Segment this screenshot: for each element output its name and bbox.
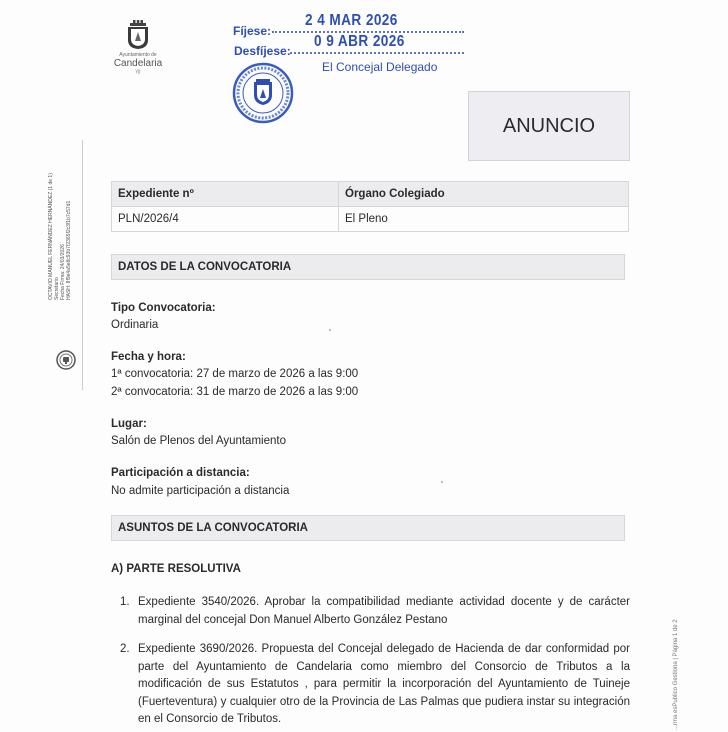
- logo-line-1: Ayuntamiento de: [119, 52, 157, 58]
- left-margin-rule: [82, 140, 83, 390]
- municipal-shield-icon: [126, 20, 150, 50]
- fecha-label: Fecha y hora:: [111, 351, 186, 363]
- desfijese-date: 0 9 ABR 2026: [314, 33, 405, 50]
- signature-line: Secretario: [54, 277, 60, 300]
- lugar-value: Salón de Plenos del Ayuntamiento: [111, 435, 286, 447]
- desfijese-label: Desfíjese:: [234, 44, 291, 58]
- header-expediente: Expediente nº: [112, 182, 339, 207]
- header-organo: Órgano Colegiado: [339, 182, 629, 207]
- logo-flourish: ᵞᵍ: [135, 69, 141, 76]
- fijese-date: 2 4 MAR 2026: [305, 12, 398, 29]
- expediente-value: PLN/2026/4: [112, 207, 339, 232]
- desfijese-dotted-line: [290, 52, 464, 54]
- section-header-datos: [111, 254, 625, 280]
- participacion-value: No admite participación a distancia: [111, 485, 290, 497]
- item-number: 2.: [120, 643, 130, 655]
- organo-value: El Pleno: [339, 207, 629, 232]
- tipo-label: Tipo Convocatoria:: [111, 302, 216, 314]
- participacion-label: Participación a distancia:: [111, 467, 250, 479]
- item-text: Expediente 3540/2026. Aprobar la compatibilidad mediante actividad docente y de carácter marginal del concejal Don Manuel Alberto González Pestano: [138, 596, 630, 626]
- section-header-asuntos: [111, 515, 625, 541]
- signature-line: HASH: 8f9e4a5e8c93b7f2365f2c3f1b7c57d1: [66, 200, 72, 300]
- page-footer-vertical: ...rma esPublico Gestiona | Página 1 de 2: [673, 619, 679, 730]
- table-row: [112, 207, 629, 232]
- signature-line: Fecha Firma: 24/03/2026: [60, 244, 66, 300]
- fecha-value-2: 2ª convocatoria: 31 de marzo de 2026 a las 9:00: [111, 386, 359, 398]
- signature-line: OCTAVIO MANUEL FERNÁNDEZ HERNÁNDEZ (1 de 1): [48, 173, 54, 300]
- tipo-value: Ordinaria: [111, 319, 159, 331]
- logo-line-2: Candelaria: [113, 58, 163, 69]
- item-text: Expediente 3690/2026. Propuesta del Concejal delegado de Hacienda de dar conformidad por parte del Ayuntamiento de Candelaria como miembro del Consorcio de Tributos a la modificación de sus Estatutos , para permitir la incorporación del Ayuntamiento de Tuineje (Fuerteventura) y cualquier otro de la Provincia de Las Palmas que pudiera instar su integración en el Consorcio de Tributos.: [138, 643, 630, 725]
- fecha-value-1: 1ª convocatoria: 27 de marzo de 2026 a las 9:00: [111, 368, 359, 380]
- document-type-box: [468, 91, 630, 161]
- expediente-table: [111, 181, 629, 232]
- municipality-logo: [112, 20, 164, 77]
- list-item: [120, 641, 630, 729]
- list-item: [120, 594, 630, 629]
- fijese-label: Fíjese:: [233, 24, 272, 38]
- document-type-title: ANUNCIO: [502, 114, 596, 137]
- section-title: DATOS DE LA CONVOCATORIA: [118, 261, 292, 273]
- official-seal-icon: [232, 62, 294, 129]
- parte-resolutiva-title: A) PARTE RESOLUTIVA: [111, 563, 241, 575]
- item-number: 1.: [120, 596, 130, 608]
- lugar-label: Lugar:: [111, 418, 147, 430]
- section-title: ASUNTOS DE LA CONVOCATORIA: [118, 522, 308, 534]
- scan-speck: [329, 329, 331, 331]
- scan-speck: [441, 481, 443, 483]
- digital-signature-seal-icon: [56, 350, 76, 375]
- stamp-signer: El Concejal Delegado: [322, 60, 438, 74]
- table-header-row: [112, 182, 629, 207]
